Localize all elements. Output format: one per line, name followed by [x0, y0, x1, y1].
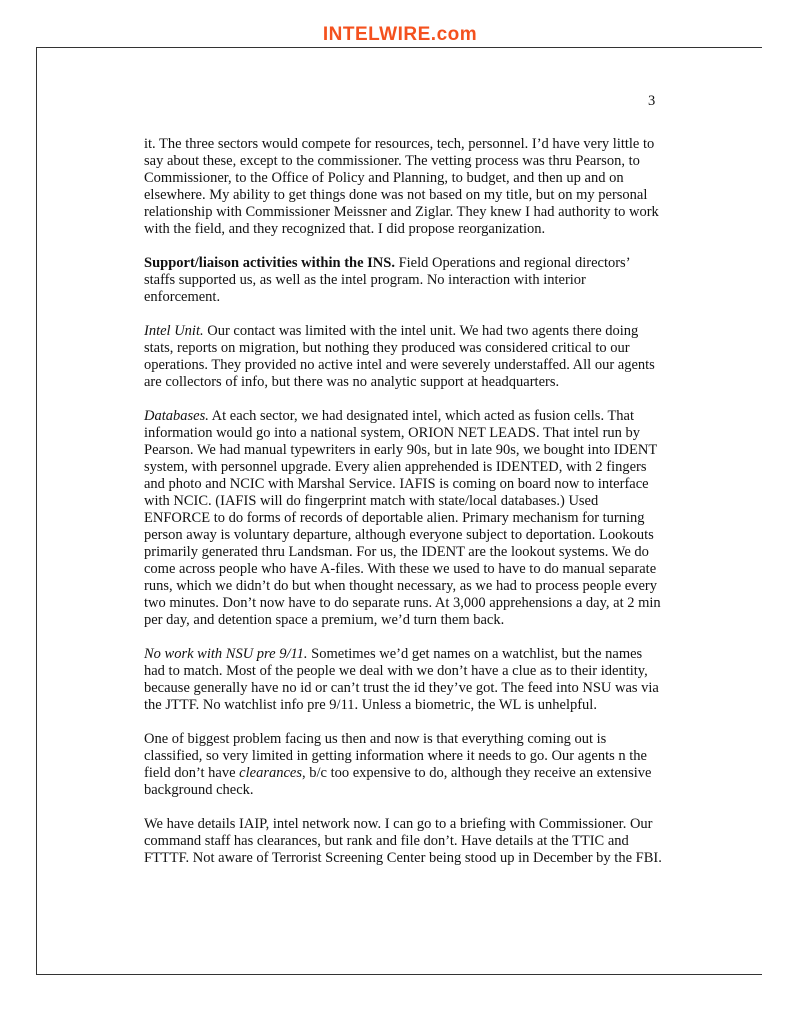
paragraph-sectors [144, 136, 664, 238]
paragraph-text: Sometimes we’d get names on a watchlist, but the names had to match. Most of the people we deal with we don’t have a clue as to their identity, because generally have no id or can’t trust the id they’ve got. The feed into NSU was via the JTTF. No watchlist info pre 9/11. Unless a biometric, the WL is unhelpful. [144, 646, 659, 713]
paragraph-iaip [144, 816, 664, 867]
paragraph-text: At each sector, we had designated intel, which acted as fusion cells. That information would go into a national system, ORION NET LEADS. That intel run by Pearson. We had manual typewriters in early 90s, but in late 90s, we bought into IDENT system, with personnel upgrade. Every alien apprehended is IDENTED, with 2 fingers and photo and NCIC with Marshal Service. IAFIS is coming on board now to interface with NCIC. (IAFIS will do fingerprint match with state/local databases.) Used ENFORCE to do forms of records of deportable alien. Primary mechanism for turning person away is voluntary departure, although everyone subject to deportation. Lookouts primarily generated thru Landsman. For us, the IDENT are the lookout systems. We do come across people who have A-files. With these we used to have to do manual separate runs, which we didn’t do but when thought necessary, as we had to process people every two minutes. Don’t now have to do separate runs. At 3,000 apprehensions a day, at 2 min per day, and detention space a premium, we’d turn them back. [144, 408, 661, 628]
paragraph-text: We have details IAIP, intel network now. I can go to a briefing with Commissioner. Our command staff has clearances, but rank and file don’t. Have details at the TTIC and FTTTF. Not aware of Terrorist Screening Center being stood up in December by the FBI. [144, 816, 662, 866]
paragraph-text: Our contact was limited with the intel unit. We had two agents there doing stats, reports on migration, but nothing they produced was considered critical to our operations. They provided no active intel and were severely understaffed. All our agents are collectors of info, but there was no analytic support at headquarters. [144, 323, 655, 390]
paragraph-databases [144, 408, 664, 629]
section-heading: Intel Unit. [144, 323, 204, 339]
paragraph-text: , b/c too expensive to do, although they receive an extensive background check. [144, 765, 652, 798]
section-heading: No work with NSU pre 9/11. [144, 646, 308, 662]
paragraph-support-liaison [144, 255, 664, 306]
paragraph-text: it. The three sectors would compete for resources, tech, personnel. I’d have very little to say about these, except to the commissioner. The vetting process was thru Pearson, to Commissioner, to the Office of Policy and Planning, to budget, and then up and on elsewhere. My ability to get things done was not based on my title, but on my personal relationship with Commissioner Meissner and Ziglar. They knew I had authority to work with the field, and they recognized that. I did propose reorganization. [144, 136, 659, 237]
section-heading: Support/liaison activities within the INS. [144, 255, 395, 271]
paragraph-intel-unit [144, 323, 664, 391]
paragraph-text: Field Operations and regional directors’ staffs supported us, as well as the intel program. No interaction with interior enforcement. [144, 255, 630, 305]
document-body [144, 136, 664, 884]
emphasis-clearances: clearances [239, 765, 302, 781]
site-brand: INTELWIRE.com [322, 24, 478, 45]
paragraph-clearances [144, 731, 664, 799]
paragraph-text: One of biggest problem facing us then and now is that everything coming out is classified, so very limited in getting information where it needs to go. Our agents n the field don’t have [144, 731, 647, 781]
section-heading: Databases. [144, 408, 209, 424]
page-number: 3 [648, 93, 656, 109]
paragraph-nsu [144, 646, 664, 714]
